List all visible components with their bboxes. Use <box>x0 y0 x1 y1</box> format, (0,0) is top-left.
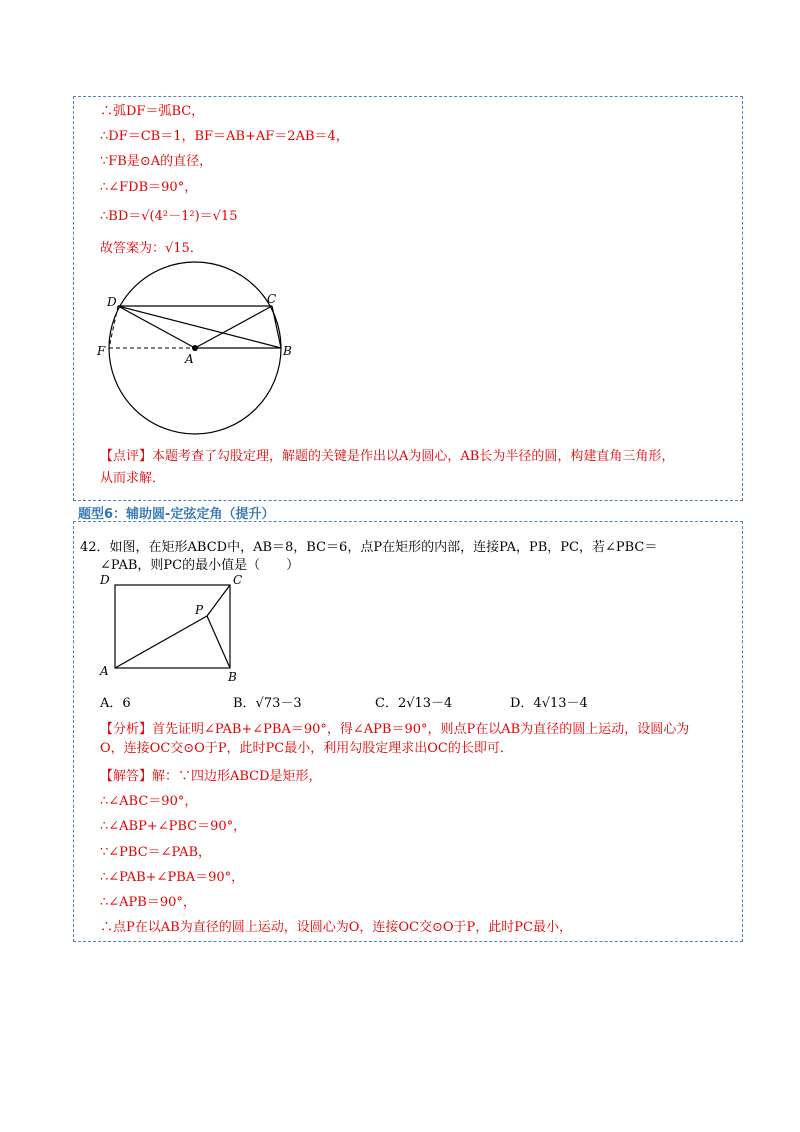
segment-db <box>118 306 281 348</box>
option-c[interactable]: C．2√13－4 <box>375 696 453 711</box>
rect-abcd <box>115 585 230 668</box>
label-b: B <box>228 670 237 684</box>
text-line: 故答案为：√15． <box>100 241 203 256</box>
center-point-a <box>192 345 198 351</box>
segment-pc <box>207 585 230 616</box>
section-heading: 题型6：辅助圆-定弦定角（提升） <box>78 507 275 522</box>
label-c: C <box>233 573 243 587</box>
label-b: B <box>283 344 292 358</box>
text-line: ∴DF＝CB＝1，BF＝AB+AF＝2AB＝4， <box>100 129 349 144</box>
comment-line: 从而求解． <box>100 471 166 486</box>
label-p: P <box>195 603 204 617</box>
solution-line: 【解答】解：∵四边形ABCD是矩形， <box>100 769 322 784</box>
label-a: A <box>100 664 109 678</box>
text-line: ∴∠FDB＝90°， <box>100 180 198 195</box>
option-a[interactable]: A．6 <box>100 696 131 711</box>
segment-da <box>118 306 195 348</box>
solution-line: ∵∠PBC＝∠PAB， <box>100 845 212 860</box>
option-d[interactable]: D．4√13－4 <box>510 696 588 711</box>
segment-ac <box>195 306 272 348</box>
solution-line: ∴点P在以AB为直径的圆上运动，设圆心为O，连接OC交⊙O于P，此时PC最小， <box>100 920 572 935</box>
solution-line: ∴∠APB＝90°， <box>100 895 196 910</box>
text-line: ∵FB是⊙A的直径， <box>100 154 213 169</box>
segment-pa <box>115 616 207 668</box>
solution-line: ∴∠ABP+∠PBC＝90°， <box>100 819 247 834</box>
rectangle-figure <box>95 570 255 685</box>
segment-cb <box>272 306 281 348</box>
comment-line: 【点评】本题考查了勾股定理，解题的关键是作出以A为圆心，AB长为半径的圆，构建直角三角形， <box>100 449 675 464</box>
segment-pb <box>207 616 230 668</box>
analysis-line: O，连接OC交⊙O于P，此时PC最小，利用勾股定理求出OC的长即可． <box>100 741 513 756</box>
circle-figure <box>95 260 315 440</box>
label-d: D <box>100 573 110 587</box>
label-a: A <box>185 352 194 366</box>
problem-line: ∠PAB，则PC的最小值是（ ） <box>100 558 300 573</box>
solution-line: ∴∠ABC＝90°， <box>100 794 198 809</box>
label-c: C <box>267 292 277 306</box>
solution-line: ∴∠PAB+∠PBA＝90°， <box>100 870 245 885</box>
text-line: ∴BD＝√(4²－1²)＝√15 <box>100 209 238 224</box>
label-d: D <box>107 295 117 309</box>
analysis-line: 【分析】首先证明∠PAB+∠PBA＝90°，得∠APB＝90°，则点P在以AB为直径的圆上运动，设圆心为 <box>100 722 690 737</box>
text-line: ∴弧DF＝弧BC， <box>100 104 205 119</box>
problem-line: 42．如图，在矩形ABCD中，AB＝8，BC＝6，点P在矩形的内部，连接PA，PB，PC，若∠PBC＝ <box>80 540 658 555</box>
label-f: F <box>97 344 106 358</box>
option-b[interactable]: B．√73－3 <box>233 696 302 711</box>
